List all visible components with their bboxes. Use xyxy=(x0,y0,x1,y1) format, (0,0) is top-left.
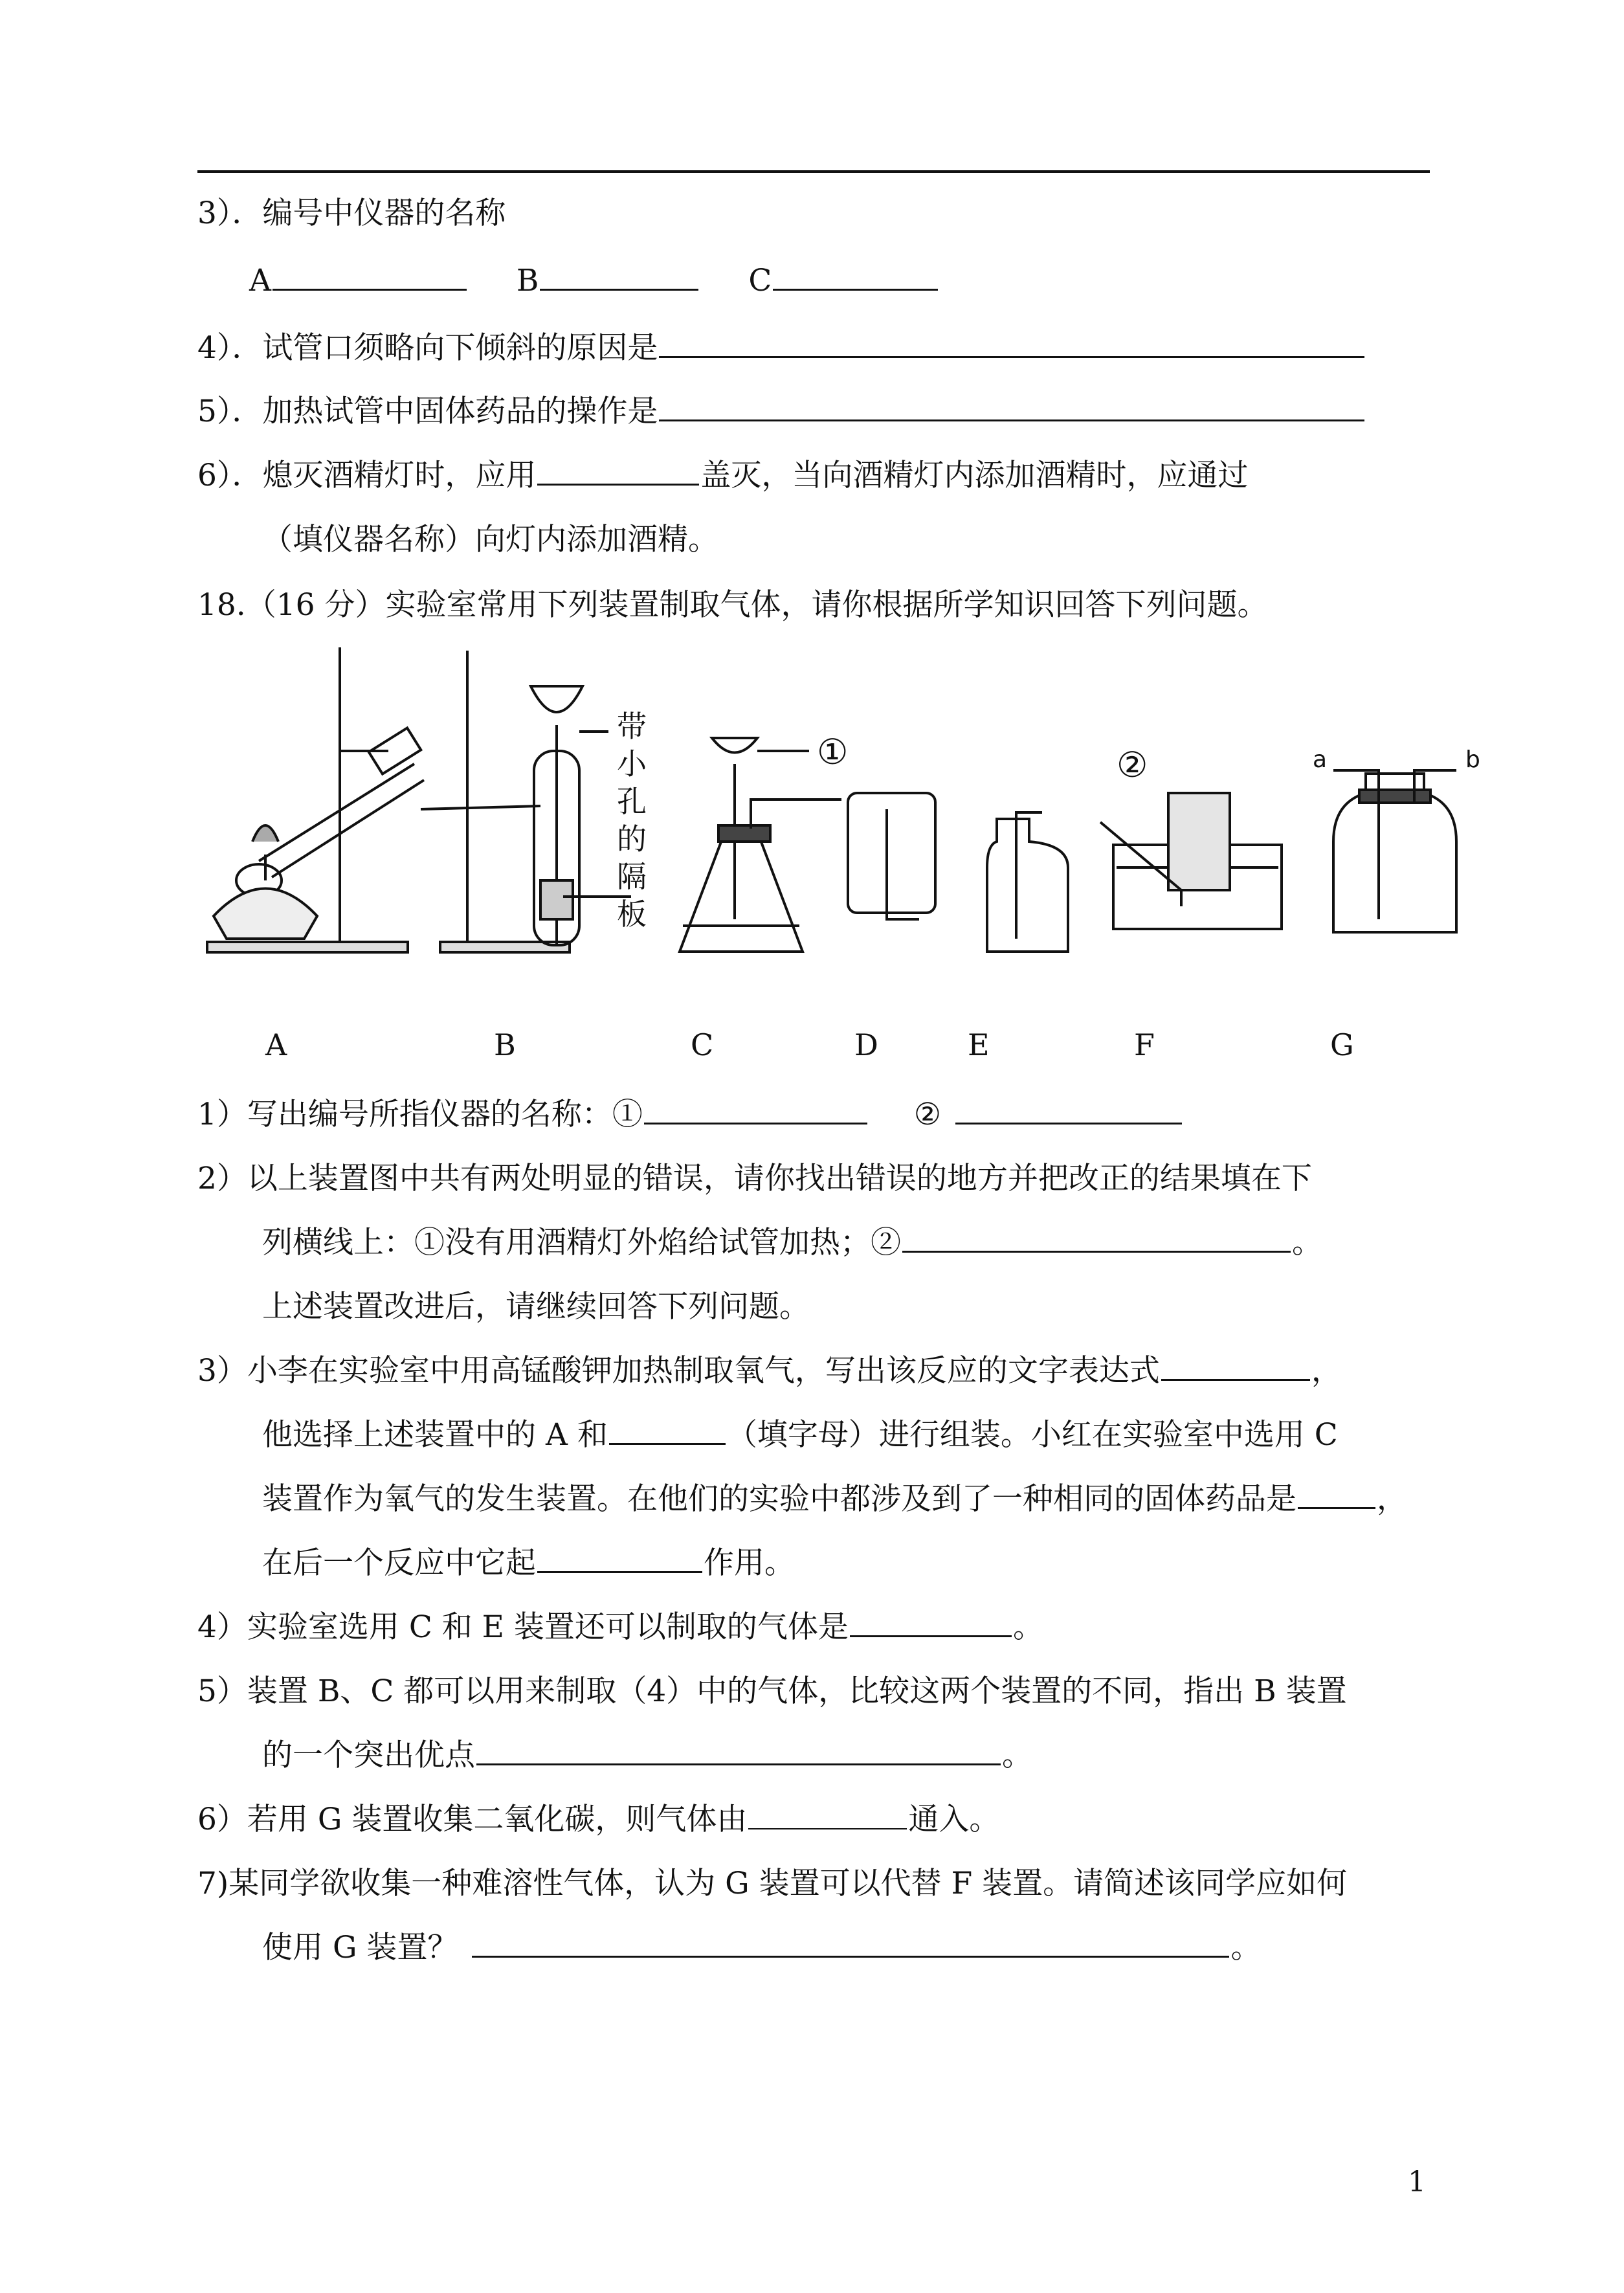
q18-part7 xyxy=(197,1863,1347,1905)
answer-blank[interactable] xyxy=(1298,1481,1375,1509)
prev-q5-text: 5）．加热试管中固体药品的操作是 xyxy=(197,394,658,429)
answer-blank[interactable] xyxy=(748,1802,907,1829)
q18-p5-text-a: 5）装置 B、C 都可以用来制取（4）中的气体，比较这两个装置的不同，指出 B 装置 xyxy=(197,1673,1347,1709)
port-b-label: b xyxy=(1465,746,1480,773)
q18-part2-cont xyxy=(262,1222,1322,1264)
q18-p3-text-c: 装置作为氧气的发生装置。在他们的实验中都涉及到了一种相同的固体药品是 xyxy=(262,1481,1296,1517)
prev-q4-text: 4）．试管口须略向下倾斜的原因是 xyxy=(197,330,658,366)
q18-p7-text-a: 7)某同学欲收集一种难溶性气体，认为 G 装置可以代替 F 装置。请简述该同学应如何 xyxy=(197,1866,1348,1901)
q18-part7-cont xyxy=(262,1927,1261,1969)
q18-part2-note xyxy=(262,1286,810,1328)
partition-label-5: 隔 xyxy=(617,859,647,894)
q18-p4-text: 4）实验室选用 C 和 E 装置还可以制取的气体是 xyxy=(197,1609,849,1645)
partition-label-2: 小 xyxy=(617,746,647,781)
apparatus-label-d: D xyxy=(854,1027,878,1062)
apparatus-e xyxy=(987,812,1068,952)
q18-part2 xyxy=(197,1158,1312,1200)
q18-p7-text-b: 使用 G 装置？ xyxy=(262,1930,458,1965)
q18-p2-text-c: 上述装置改进后，请继续回答下列问题。 xyxy=(262,1289,810,1325)
partition-label-3: 孔 xyxy=(617,784,647,819)
q18-p4-end: 。 xyxy=(1012,1609,1043,1645)
marker-1: ① xyxy=(817,732,849,772)
apparatus-a xyxy=(207,647,424,952)
q18-p3-text-d2: 作用。 xyxy=(704,1545,795,1581)
q18-p3-c-end: ， xyxy=(1377,1481,1407,1517)
prev-q6-text-c: （填仪器名称）向灯内添加酒精。 xyxy=(262,522,718,557)
apparatus-label-b: B xyxy=(494,1027,516,1062)
q18-p5-text-b: 的一个突出优点 xyxy=(262,1738,475,1773)
answer-blank[interactable] xyxy=(1161,1353,1310,1381)
q18-p1-marker2: ② xyxy=(913,1097,942,1132)
q18-p3-text-d1: 在后一个反应中它起 xyxy=(262,1545,536,1581)
q18-part6 xyxy=(197,1799,999,1840)
marker-2: ② xyxy=(1117,744,1148,785)
q18-part5-cont xyxy=(262,1735,1032,1776)
q18-p3-a-end: ， xyxy=(1311,1353,1342,1389)
partition-label-4: 的 xyxy=(617,822,647,856)
q18-part3-line3 xyxy=(262,1479,1407,1520)
page-number: 1 xyxy=(1408,2165,1426,2198)
q18-p6-text-a: 6）若用 G 装置收集二氧化碳，则气体由 xyxy=(197,1802,748,1837)
answer-blank[interactable] xyxy=(850,1609,1012,1637)
answer-blank[interactable] xyxy=(476,1738,1001,1765)
prev-q3-c-label: C xyxy=(748,263,772,298)
port-a-label: a xyxy=(1313,746,1328,773)
partition-label-6: 板 xyxy=(617,897,647,932)
partition-label-1: 带 xyxy=(617,709,647,744)
prev-q6-text-a: 6）．熄灭酒精灯时，应用 xyxy=(197,458,537,493)
q18-p3-text-b2: （填字母）进行组装。小红在实验室中选用 C xyxy=(726,1417,1338,1453)
apparatus-label-g: G xyxy=(1330,1027,1354,1062)
q18-p2-end: 。 xyxy=(1292,1225,1322,1260)
prev-q6-text-b: 盖灭，当向酒精灯内添加酒精时，应通过 xyxy=(700,458,1249,493)
answer-blank[interactable] xyxy=(644,1097,867,1124)
answer-blank[interactable] xyxy=(537,1545,702,1573)
q18-part5 xyxy=(197,1671,1347,1712)
q18-part3-line2 xyxy=(262,1415,1338,1456)
q18-p1-text: 1）写出编号所指仪器的名称：① xyxy=(197,1097,643,1132)
answer-blank[interactable] xyxy=(609,1417,726,1445)
prev-q3-label: 3）．编号中仪器的名称 xyxy=(197,196,506,231)
apparatus-label-e: E xyxy=(968,1027,990,1062)
answer-blank[interactable] xyxy=(902,1225,1291,1253)
q18-p2-text-a: 2）以上装置图中共有两处明显的错误，请你找出错误的地方并把改正的结果填在下 xyxy=(197,1161,1312,1196)
q18-part4 xyxy=(197,1607,1043,1648)
q18-part3 xyxy=(197,1350,1342,1392)
q18-p3-text-b1: 他选择上述装置中的 A 和 xyxy=(262,1417,608,1453)
q18-p7-end: 。 xyxy=(1230,1930,1262,1965)
q18-p6-text-b: 通入。 xyxy=(908,1802,1000,1837)
answer-blank[interactable] xyxy=(955,1097,1182,1124)
apparatus-label-c: C xyxy=(691,1027,714,1062)
q18-p5-end: 。 xyxy=(1002,1738,1032,1773)
apparatus-d xyxy=(848,793,935,919)
prev-q3-b-label: B xyxy=(516,263,539,298)
q18-header-text: 18.（16 分）实验室常用下列装置制取气体，请你根据所学知识回答下列问题。 xyxy=(197,587,1268,623)
apparatus-b xyxy=(421,651,631,952)
q18-p3-text-a: 3）小李在实验室中用高锰酸钾加热制取氧气，写出该反应的文字表达式 xyxy=(197,1353,1160,1389)
q18-p2-text-b: 列横线上：①没有用酒精灯外焰给试管加热；② xyxy=(262,1225,901,1260)
q18-part1 xyxy=(197,1094,1183,1135)
answer-blank[interactable] xyxy=(472,1930,1229,1958)
prev-q3-a-label: A xyxy=(249,263,271,298)
apparatus-label-f: F xyxy=(1134,1027,1155,1062)
apparatus-f xyxy=(1100,793,1282,929)
apparatus-label-a: A xyxy=(265,1027,287,1062)
q18-part3-line4 xyxy=(262,1543,795,1584)
apparatus-g xyxy=(1333,770,1456,932)
